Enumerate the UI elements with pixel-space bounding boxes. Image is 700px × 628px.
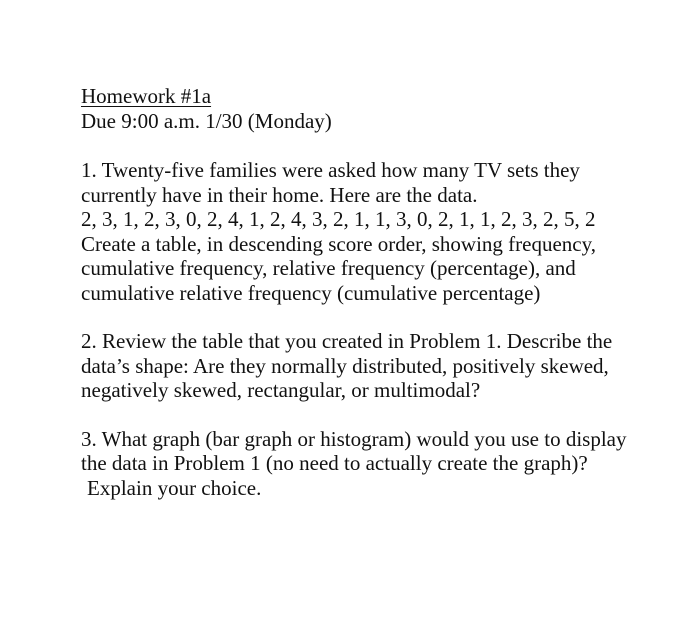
homework-title: Homework #1a [81, 84, 212, 108]
homework-document [81, 84, 661, 500]
problem-1-data-values: 2, 3, 1, 2, 3, 0, 2, 4, 1, 2, 4, 3, 2, 1, 1, 3, 0, 2, 1, 1, 2, 3, 2, 5, 2 [81, 207, 596, 231]
problem-3-line-2: the data in Problem 1 (no need to actually create the graph)? [81, 451, 588, 475]
problem-1-line-5: cumulative frequency, relative frequency (percentage), and [81, 256, 576, 280]
problem-1-line-4: Create a table, in descending score order, showing frequency, [81, 231, 597, 256]
problem-3 [81, 427, 661, 501]
problem-1-line-2: currently have in their home. Here are the data. [81, 182, 478, 207]
problem-1-line-1: 1. Twenty-five families were asked how many TV sets they [81, 158, 580, 182]
problem-1 [81, 158, 661, 305]
problem-3-line-1: 3. What graph (bar graph or histogram) would you use to display [81, 426, 627, 451]
problem-2-line-1: 2. Review the table that you created in Problem 1. Describe the [81, 329, 613, 353]
problem-3-line-3: Explain your choice. [87, 475, 262, 500]
due-date: Due 9:00 a.m. 1/30 (Monday) [81, 108, 332, 133]
problem-2-line-3: negatively skewed, rectangular, or multimodal? [81, 378, 481, 402]
problem-2-line-2: data’s shape: Are they normally distributed, positively skewed, [81, 353, 609, 378]
problem-1-line-6: cumulative relative frequency (cumulative percentage) [81, 280, 541, 305]
problem-2 [81, 329, 661, 403]
